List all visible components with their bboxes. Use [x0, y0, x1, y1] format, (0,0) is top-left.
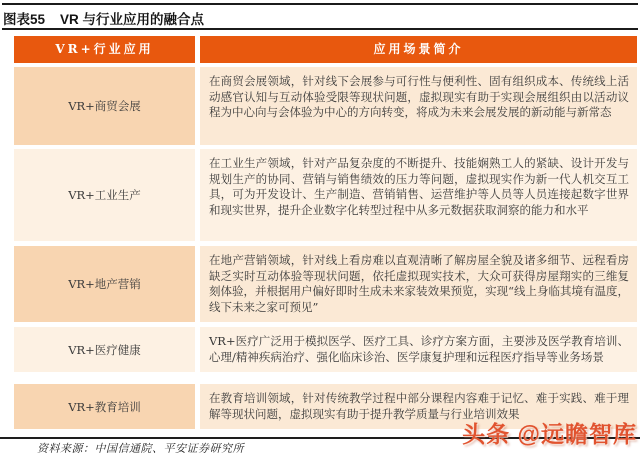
column-header-application: VR+行业应用	[14, 36, 195, 63]
table-header-row	[14, 36, 637, 63]
top-divider	[2, 3, 638, 5]
column-header-description: 应用场景简介	[200, 36, 637, 63]
table-row-trade-exhibition	[14, 67, 637, 145]
table-row-real-estate-marketing	[14, 246, 637, 322]
row-description-text: 在地产营销领域，针对线上看房难以直观清晰了解房屋全貌及诸多细节、远程看房缺乏实时互动体验等现状问题，依托虚拟现实技术，大众可获得房屋翔实的三维复刻体验，并根据用户偏好即时生成未来家装效果预览，实现“线上身临其境有温度，线下未来之家可预见”	[200, 246, 637, 322]
row-description-text: 在教育培训领域，针对传统教学过程中部分课程内容难于记忆、难于实践、难于理解等现状问题，虚拟现实有助于提升教学质量与行业培训效果	[200, 384, 637, 429]
table-row-healthcare	[14, 327, 637, 372]
row-application-label: VR+商贸会展	[14, 67, 195, 145]
toutiao-watermark: 头条 @远瞻智库	[462, 421, 637, 447]
row-description-text: 在商贸会展领域，针对线下会展参与可行性与便利性、固有组织成本、传统线上活动感官认知与互动体验受限等现状问题，虚拟现实有助于实现会展组织由以活动议程为中心向与会体验为中心的方向转变，将成为未来会展发展的新动能与新常态	[200, 67, 637, 145]
figure-label: 图表55	[3, 12, 46, 27]
table-row-industrial-production	[14, 149, 637, 241]
row-application-label: VR+医疗健康	[14, 327, 195, 372]
title-underline	[2, 28, 638, 30]
row-application-label: VR+地产营销	[14, 246, 195, 322]
figure-title: VR 与行业应用的融合点	[60, 12, 205, 27]
vr-applications-table	[14, 36, 637, 429]
row-description-text: 在工业生产领域，针对产品复杂度的不断提升、技能娴熟工人的紧缺、设计开发与规划生产的协同、营销与销售绩效的压力等问题，虚拟现实作为新一代人机交互工具，可为开发设计、生产制造、营销销售、运营维护等人员等人员连接起数字世界和现实世界，提升企业数字化转型过程中从多元数据获取洞察的能力和水平	[200, 149, 637, 241]
data-source-note: 资料来源：中国信通院、平安证券研究所	[37, 442, 244, 455]
row-application-label: VR+工业生产	[14, 149, 195, 241]
row-application-label: VR+教育培训	[14, 384, 195, 429]
figure-title-row	[3, 8, 633, 28]
row-description-text: VR+医疗广泛用于模拟医学、医疗工具、诊疗方案方面，主要涉及医学教育培训、心理/精神疾病治疗、强化临床诊治、医学康复护理和远程医疗指导等业务场景	[200, 327, 637, 372]
